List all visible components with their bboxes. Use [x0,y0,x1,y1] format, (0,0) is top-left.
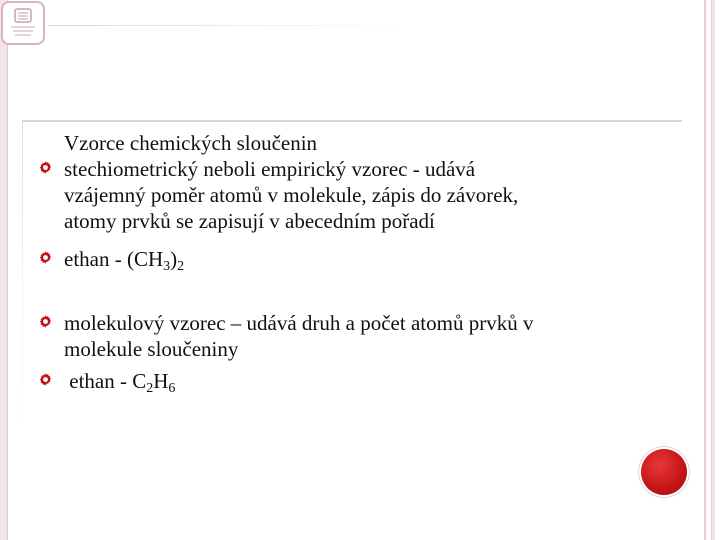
settings-gear-icon [38,160,53,175]
list-item-continuation: molekule sloučeniny [64,337,239,361]
red-accent-circle [641,449,687,495]
list-item-continuation: atomy prvků se zapisují v abecedním pořadí [64,209,435,233]
title-divider [22,120,682,122]
list-item-text: molekulový vzorec – udává druh a počet atomů prvků v [64,311,534,335]
formula-text: ethan - $(CH_3)_2$ [64,247,185,274]
list-item-continuation: vzájemný poměr atomů v molekule, zápis do závorek, [64,183,519,207]
list-item [64,246,184,272]
list-item-text: stechiometrický neboli empirický vzorec - udává [64,157,476,181]
right-frame-border [711,0,715,540]
list-item [64,368,175,394]
settings-gear-icon [38,314,53,329]
university-crest-icon [1,1,45,45]
settings-gear-icon [38,372,53,387]
left-frame-border [0,0,8,540]
content-left-rule [22,122,23,442]
settings-gear-icon [38,250,53,265]
slide-heading: Vzorce chemických sloučenin [64,131,318,155]
list-item [64,156,475,182]
header-divider [48,25,418,26]
right-frame-line [704,0,706,540]
formula-text: ethan - $C_2H_6$ [64,369,176,396]
list-item [64,310,533,336]
